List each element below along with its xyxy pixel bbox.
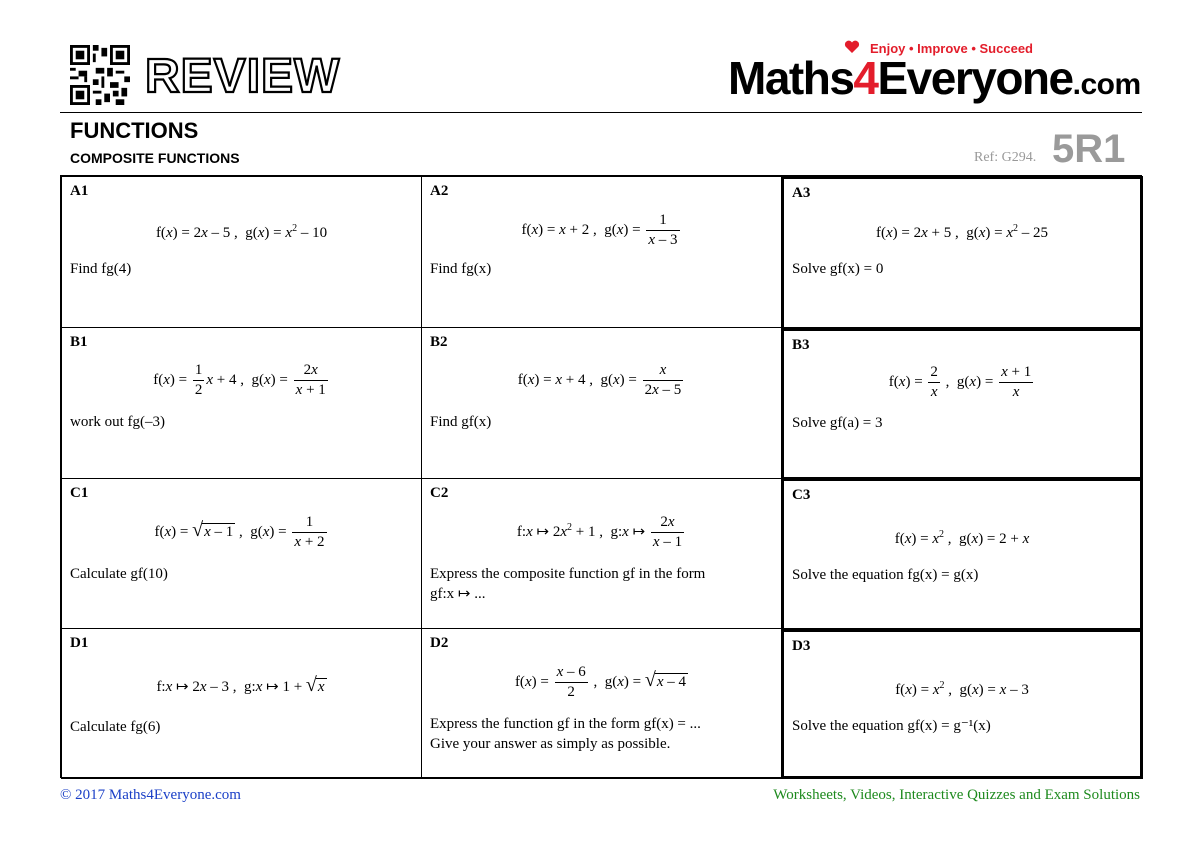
function-definitions: f(x) = $\frac{2}{x}$ , g(x) = $\frac{x + 1}{x}$	[888, 364, 1032, 400]
question-text: Solve gf(a) = 3	[792, 415, 883, 431]
question-cell-b2	[421, 327, 782, 479]
question-label: D1	[70, 635, 89, 651]
function-definitions: f:x ↦ $2x^2 + 1$ , g:x ↦ $\frac{2x}{x - 1}$	[516, 514, 683, 550]
question-text-line2: Give your answer as simply as possible.	[430, 736, 671, 752]
question-label: B2	[430, 334, 448, 350]
review-heading: REVIEW	[145, 50, 341, 103]
brand-tagline: Enjoy • Improve • Succeed	[870, 41, 1033, 56]
question-cell-b3	[781, 328, 1143, 480]
question-text: Find fg(4)	[70, 261, 132, 277]
question-label: C2	[430, 485, 449, 501]
question-text: work out fg(–3)	[70, 414, 165, 430]
question-text-line2: gf:x ↦ ...	[430, 586, 486, 602]
function-definitions: f(x) = $\frac{x - 6}{2}$ , g(x) = √x – 4	[514, 664, 687, 700]
question-cell-d3	[781, 629, 1143, 779]
question-label: A1	[70, 183, 89, 199]
worksheet-code: 5R1	[1052, 127, 1126, 171]
brand-logo-number: 4	[853, 52, 878, 104]
question-label: A3	[792, 185, 811, 201]
brand-logo-part: Maths	[728, 52, 854, 104]
question-label: B1	[70, 334, 88, 350]
question-cell-b1	[61, 327, 422, 479]
reference-text: Ref: G294.	[974, 150, 1037, 165]
question-cell-c2	[421, 478, 782, 629]
function-definitions: $f(x) = x^2$ , g(x) = 2 + x	[894, 529, 1030, 547]
question-text: Find gf(x)	[430, 414, 492, 430]
question-cell-d1	[61, 628, 422, 779]
question-label: C1	[70, 485, 89, 501]
question-label: C3	[792, 487, 811, 503]
brand-logo-domain: .com	[1072, 68, 1141, 101]
page-subtitle: COMPOSITE FUNCTIONS	[70, 150, 240, 166]
question-grid	[60, 175, 1142, 778]
question-label: B3	[792, 337, 810, 353]
brand-logo-part: Everyone	[877, 52, 1073, 104]
function-definitions: $f(x) = x^2$ , g(x) = x – 3	[895, 680, 1029, 698]
question-label: D2	[430, 635, 449, 651]
question-text: Solve gf(x) = 0	[792, 261, 884, 277]
question-text: Express the function gf in the form gf(x) = ...	[430, 716, 701, 732]
question-label: A2	[430, 183, 449, 199]
function-definitions: f(x) = x + 4 , g(x) = $\frac{x}{2x - 5}$	[517, 362, 682, 398]
footer-tagline-link[interactable]: Worksheets, Videos, Interactive Quizzes and Exam Solutions	[773, 787, 1140, 803]
function-definitions: f(x) = $\frac{1}{2}$ x + 4 , g(x) = $\frac{2x}{x + 1}$	[153, 362, 326, 398]
function-definitions: f(x) = √x – 1 , g(x) = $\frac{1}{x + 2}$	[154, 514, 325, 550]
question-text: Calculate gf(10)	[70, 566, 168, 582]
question-text: Express the composite function gf in the form	[430, 566, 706, 582]
copyright-link[interactable]: © 2017 Maths4Everyone.com	[60, 787, 241, 803]
question-cell-a2	[421, 176, 782, 328]
function-definitions: f(x) = x + 2 , g(x) = $\frac{1}{x - 3}$	[521, 212, 678, 248]
function-definitions: f(x) = 2x + 5 , $g(x) = x^2 - 25$	[875, 223, 1049, 241]
page-title: FUNCTIONS	[70, 118, 199, 143]
header-divider	[60, 112, 1142, 113]
question-text: Find fg(x)	[430, 261, 492, 277]
question-text: Solve the equation gf(x) = g⁻¹(x)	[792, 718, 991, 734]
question-label: D3	[792, 638, 811, 654]
qr-code-icon[interactable]	[70, 45, 130, 105]
question-cell-d2	[421, 628, 782, 779]
question-text: Solve the equation fg(x) = g(x)	[792, 567, 979, 583]
question-cell-c3	[781, 478, 1143, 631]
question-cell-c1	[61, 478, 422, 629]
function-definitions: f:x ↦ 2x – 3 , g:x ↦ 1 + √x	[156, 674, 325, 696]
function-definitions: f(x) = 2x – 5 , $g(x) = x^2 - 10$	[155, 223, 328, 241]
question-text: Calculate fg(6)	[70, 719, 161, 735]
question-cell-a3	[781, 176, 1143, 330]
brand-logo[interactable]	[728, 52, 1141, 111]
question-cell-a1	[61, 176, 422, 328]
